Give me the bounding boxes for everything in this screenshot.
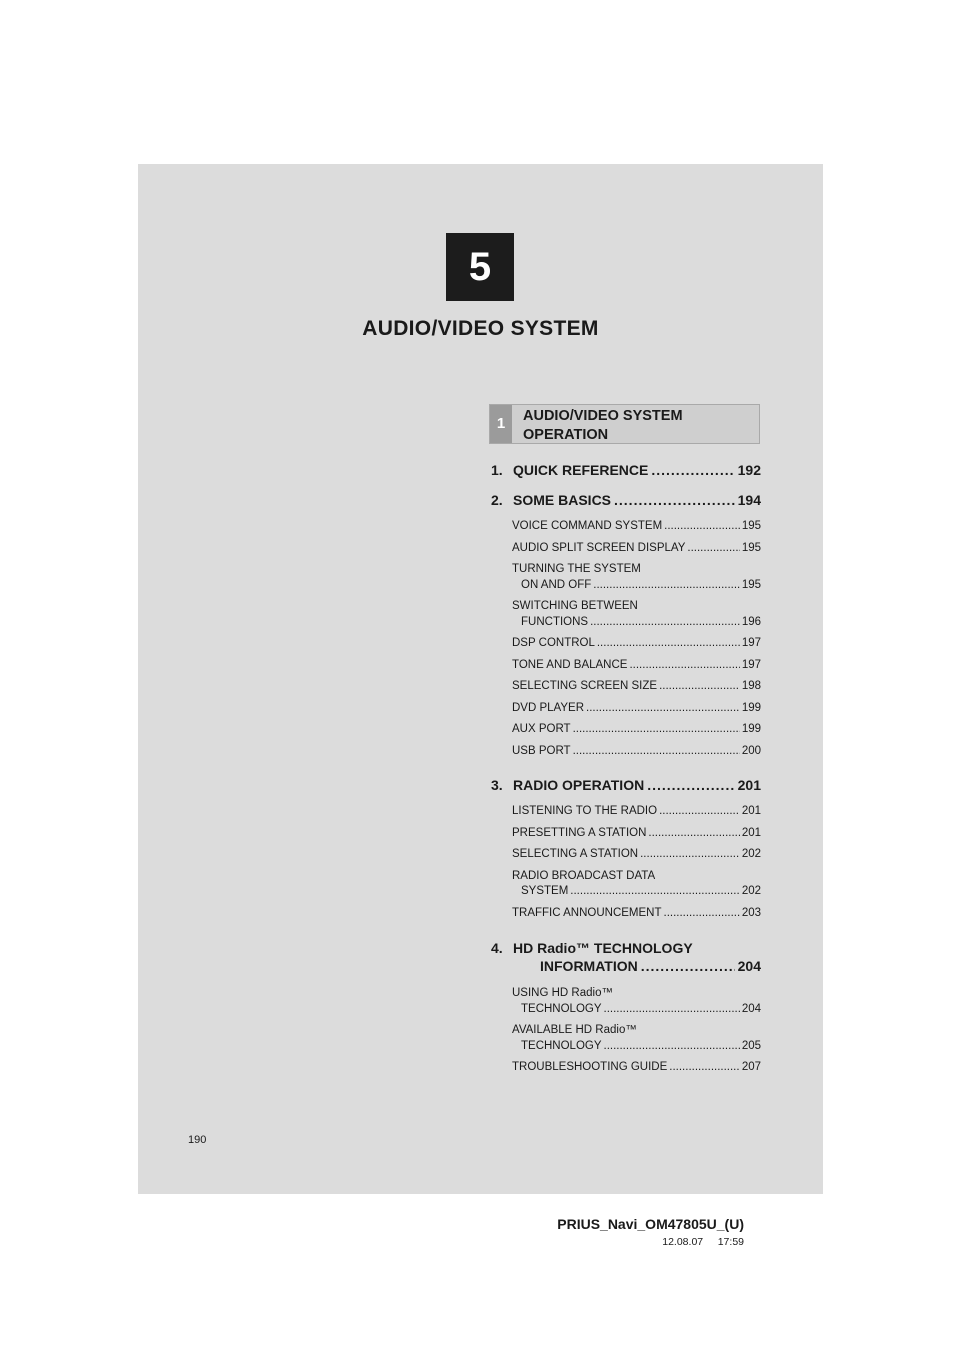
toc-subentry-page: 198 xyxy=(741,680,761,692)
section-title-line2: OPERATION xyxy=(523,427,609,443)
toc-entry-number: 4. xyxy=(491,940,503,956)
toc-subentry-first-line: AVAILABLE HD Radio™ xyxy=(512,1024,637,1036)
toc-subentry[interactable] xyxy=(512,679,761,695)
dot-leader xyxy=(604,1002,740,1018)
toc-subentry-page: 197 xyxy=(741,637,761,649)
toc-subentry-page: 204 xyxy=(741,1002,761,1015)
dot-leader xyxy=(669,1060,740,1076)
toc-subentry-title: SELECTING SCREEN SIZE xyxy=(512,680,658,692)
chapter-title: AUDIO/VIDEO SYSTEM xyxy=(362,317,599,340)
dot-leader xyxy=(648,826,739,842)
dot-leader xyxy=(573,744,740,760)
toc-subentry-page: 195 xyxy=(741,541,761,554)
toc-subentry-first-line: SWITCHING BETWEEN xyxy=(512,600,638,612)
toc-subentry-title: USB PORT xyxy=(512,744,571,757)
dot-leader xyxy=(664,906,740,922)
section-title xyxy=(523,407,753,445)
toc-subentry-title: TONE AND BALANCE xyxy=(512,658,628,671)
toc-subentry[interactable] xyxy=(512,701,761,717)
toc-subentry-title: SELECTING A STATION xyxy=(512,848,639,860)
section-title-line1: AUDIO/VIDEO SYSTEM xyxy=(523,408,683,424)
toc-subentry-title: ON AND OFF xyxy=(521,578,592,591)
dot-leader xyxy=(640,847,740,863)
dot-leader xyxy=(586,701,740,717)
toc-subentry-page: 199 xyxy=(741,723,761,735)
dot-leader xyxy=(597,636,740,652)
toc-subentry-first-line: TURNING THE SYSTEM xyxy=(512,563,641,575)
toc-entry-heading xyxy=(491,777,761,793)
dot-leader xyxy=(573,722,740,738)
dot-leader xyxy=(570,884,740,900)
toc-subentry[interactable] xyxy=(512,658,761,674)
toc-subentry-title: TRAFFIC ANNOUNCEMENT xyxy=(512,906,662,919)
toc-entry-number: 1. xyxy=(491,462,503,478)
toc-subentry-title: AUX PORT xyxy=(512,723,571,735)
toc-subentry-page: 197 xyxy=(741,658,761,671)
toc-subentries xyxy=(491,804,761,921)
dot-leader xyxy=(614,492,735,508)
toc-subentry-page: 196 xyxy=(741,615,761,628)
toc-subentry-title: DSP CONTROL xyxy=(512,637,595,649)
toc-subentry-page: 195 xyxy=(741,578,761,591)
footer-date: 12.08.07 xyxy=(662,1236,704,1248)
dot-leader xyxy=(664,519,740,535)
toc-subentry-title: TECHNOLOGY xyxy=(521,1039,602,1052)
chapter-number: 5 xyxy=(468,245,492,289)
toc-subentry-title: DVD PLAYER xyxy=(512,701,585,714)
toc-subentry-page: 199 xyxy=(741,701,761,714)
toc-entry-page: 194 xyxy=(737,492,761,508)
chapter-number-box xyxy=(446,233,514,301)
dot-leader xyxy=(651,462,734,478)
toc-entry[interactable] xyxy=(491,492,761,759)
toc-entry[interactable] xyxy=(491,939,761,1076)
toc-subentry[interactable] xyxy=(512,1060,761,1076)
toc-subentry-page: 201 xyxy=(741,826,761,839)
toc-entry-title: INFORMATION xyxy=(540,958,638,974)
dot-leader xyxy=(590,615,740,631)
section-number: 1 xyxy=(490,405,512,443)
toc-subentry[interactable] xyxy=(512,869,761,900)
toc-subentry-title: SYSTEM xyxy=(521,885,569,897)
toc-subentry-title: FUNCTIONS xyxy=(521,615,589,628)
footer-time: 17:59 xyxy=(717,1236,744,1248)
section-header xyxy=(489,404,760,444)
toc-subentry[interactable] xyxy=(512,804,761,820)
dot-leader xyxy=(641,957,735,975)
toc-subentry-title: TROUBLESHOOTING GUIDE xyxy=(512,1061,668,1073)
footer-timestamp xyxy=(662,1236,744,1248)
table-of-contents xyxy=(491,462,761,1082)
dot-leader xyxy=(659,804,740,820)
dot-leader xyxy=(659,679,740,695)
toc-entry-title: QUICK REFERENCE xyxy=(513,462,649,478)
toc-entry-page: 204 xyxy=(737,958,761,974)
toc-subentry[interactable] xyxy=(512,519,761,535)
toc-subentries xyxy=(491,986,761,1076)
page-number: 190 xyxy=(188,1134,207,1146)
toc-entry-heading xyxy=(491,939,761,975)
toc-subentry[interactable] xyxy=(512,986,761,1017)
toc-entry-title-line1: HD Radio™ TECHNOLOGY xyxy=(513,940,693,956)
toc-entry-page: 192 xyxy=(737,462,761,478)
toc-subentry-page: 205 xyxy=(741,1039,761,1052)
toc-entry[interactable] xyxy=(491,462,761,478)
dot-leader xyxy=(604,1039,740,1055)
toc-subentry-title: PRESETTING A STATION xyxy=(512,826,647,839)
toc-subentry-page: 195 xyxy=(741,520,761,532)
toc-subentry-first-line: USING HD Radio™ xyxy=(512,987,613,999)
toc-entry[interactable] xyxy=(491,777,761,921)
dot-leader xyxy=(629,658,739,674)
toc-subentry-page: 201 xyxy=(741,805,761,817)
toc-subentry[interactable] xyxy=(512,562,761,593)
toc-entry-number: 2. xyxy=(491,492,503,508)
toc-subentry[interactable] xyxy=(512,744,761,760)
toc-subentry-title: TECHNOLOGY xyxy=(521,1002,602,1015)
toc-entry-title: SOME BASICS xyxy=(513,492,612,508)
toc-entry-heading xyxy=(491,492,761,508)
toc-subentry[interactable] xyxy=(512,1023,761,1054)
toc-subentry-page: 202 xyxy=(741,885,761,897)
dot-leader xyxy=(647,777,734,793)
toc-entry-page: 201 xyxy=(737,777,761,793)
toc-subentry-page: 200 xyxy=(741,744,761,757)
toc-subentry-page: 207 xyxy=(741,1061,761,1073)
toc-subentry[interactable] xyxy=(512,636,761,652)
toc-subentry[interactable] xyxy=(512,722,761,738)
dot-leader xyxy=(687,541,739,557)
toc-subentry-page: 203 xyxy=(741,906,761,919)
toc-entry-heading xyxy=(491,462,761,478)
toc-subentry[interactable] xyxy=(512,906,761,922)
toc-subentry[interactable] xyxy=(512,826,761,842)
toc-subentry-title: VOICE COMMAND SYSTEM xyxy=(512,520,663,532)
toc-subentry-first-line: RADIO BROADCAST DATA xyxy=(512,869,656,882)
toc-subentry[interactable] xyxy=(512,847,761,863)
toc-entry-title: RADIO OPERATION xyxy=(513,777,645,793)
toc-subentry[interactable] xyxy=(512,599,761,630)
toc-subentry-page: 202 xyxy=(741,848,761,860)
toc-subentry-title: LISTENING TO THE RADIO xyxy=(512,805,658,817)
toc-subentry[interactable] xyxy=(512,541,761,557)
footer-document-id: PRIUS_Navi_OM47805U_(U) xyxy=(557,1216,744,1232)
dot-leader xyxy=(593,578,740,594)
toc-subentry-title: AUDIO SPLIT SCREEN DISPLAY xyxy=(512,541,686,554)
toc-entry-number: 3. xyxy=(491,777,503,793)
toc-subentries xyxy=(491,519,761,759)
